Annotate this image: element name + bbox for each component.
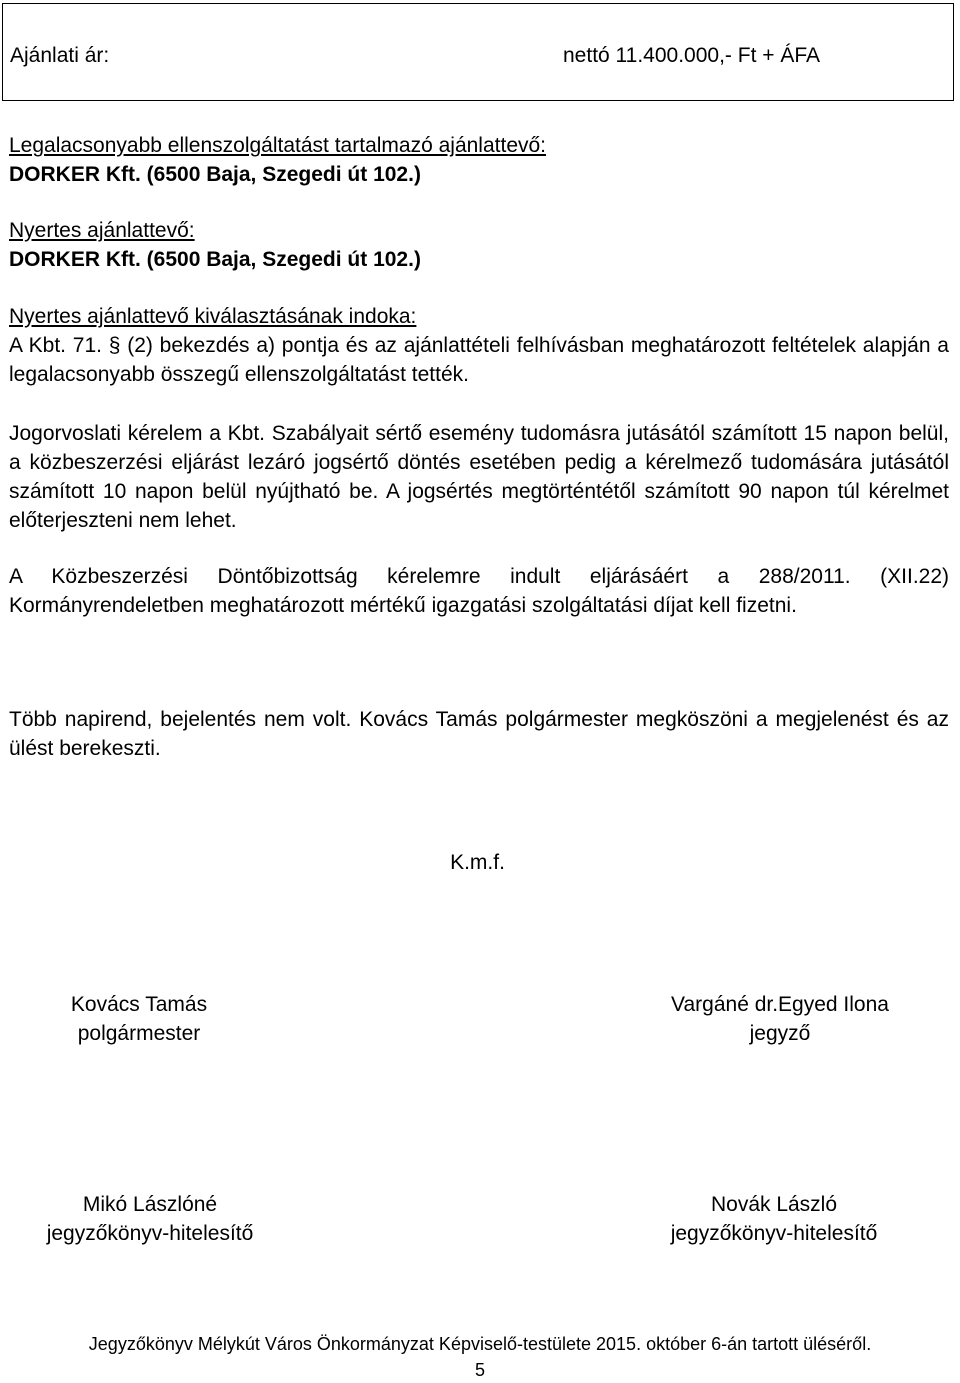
signature-notary-name: Vargáné dr.Egyed Ilona [671,993,889,1016]
kmf-mark: K.m.f. [450,851,505,874]
winner-heading: Nyertes ajánlattevő: [9,219,195,242]
offer-price-label: Ajánlati ár: [10,44,110,67]
signature-authenticator-2-title: jegyzőkönyv-hitelesítő [670,1222,878,1245]
signature-mayor-title: polgármester [77,1022,201,1045]
remedy-paragraph: Jogorvoslati kérelem a Kbt. Szabályait sértő esemény tudomásra jutásától számított 15 napon belül, a közbeszerzési eljárást lezáró jogsértő döntés esetében pedig a kérelmező tudomására jutásától számított 10 napon belül nyújtható be. A jogsértés megtörténtétől számított 90 napon túl kérelmet előterjeszteni nem lehet. [9,422,949,532]
signature-mayor-name: Kovács Tamás [70,993,208,1016]
offer-price-value: nettó 11.400.000,- Ft + ÁFA [563,44,821,67]
signature-notary-title: jegyző [749,1022,811,1045]
signature-authenticator-2-name: Novák László [710,1193,838,1216]
reason-text: A Kbt. 71. § (2) bekezdés a) pontja és az ajánlattételi felhívásban meghatározott feltételek alapján a legalacsonyabb összegű ellenszolgáltatást tették. [9,334,949,386]
lowest-bidder-name: DORKER Kft. (6500 Baja, Szegedi út 102.) [9,163,421,186]
page-number: 5 [474,1360,485,1380]
page-footer [0,1331,960,1383]
fee-paragraph: A Közbeszerzési Döntőbizottság kérelemre indult eljárásáért a 288/2011. (XII.22) Kormányrendeletben meghatározott mértékű igazgatási szolgáltatási díjat kell fizetni. [9,565,949,617]
signature-authenticator-2 [624,1190,924,1248]
reason-heading: Nyertes ajánlattevő kiválasztásának indoka: [9,305,417,328]
winner-name: DORKER Kft. (6500 Baja, Szegedi út 102.) [9,248,421,271]
reason-section [9,302,949,389]
winner-section [9,216,949,274]
closing-paragraph: Több napirend, bejelentés nem volt. Kovács Tamás polgármester megköszöni a megjelenést és az ülést berekeszti. [9,708,949,760]
offer-price-box [2,3,954,101]
signature-mayor [0,990,278,1048]
lowest-bidder-section [9,131,949,189]
signature-authenticator-1 [0,1190,300,1248]
footer-text: Jegyzőkönyv Mélykút Város Önkormányzat Képviselő-testülete 2015. október 6-án tartott üléséről. [88,1334,872,1354]
lowest-bidder-heading: Legalacsonyabb ellenszolgáltatást tartalmazó ajánlattevő: [9,134,547,157]
signature-authenticator-1-title: jegyzőkönyv-hitelesítő [46,1222,254,1245]
signature-authenticator-1-name: Mikó Lászlóné [82,1193,218,1216]
signature-notary [628,990,932,1048]
